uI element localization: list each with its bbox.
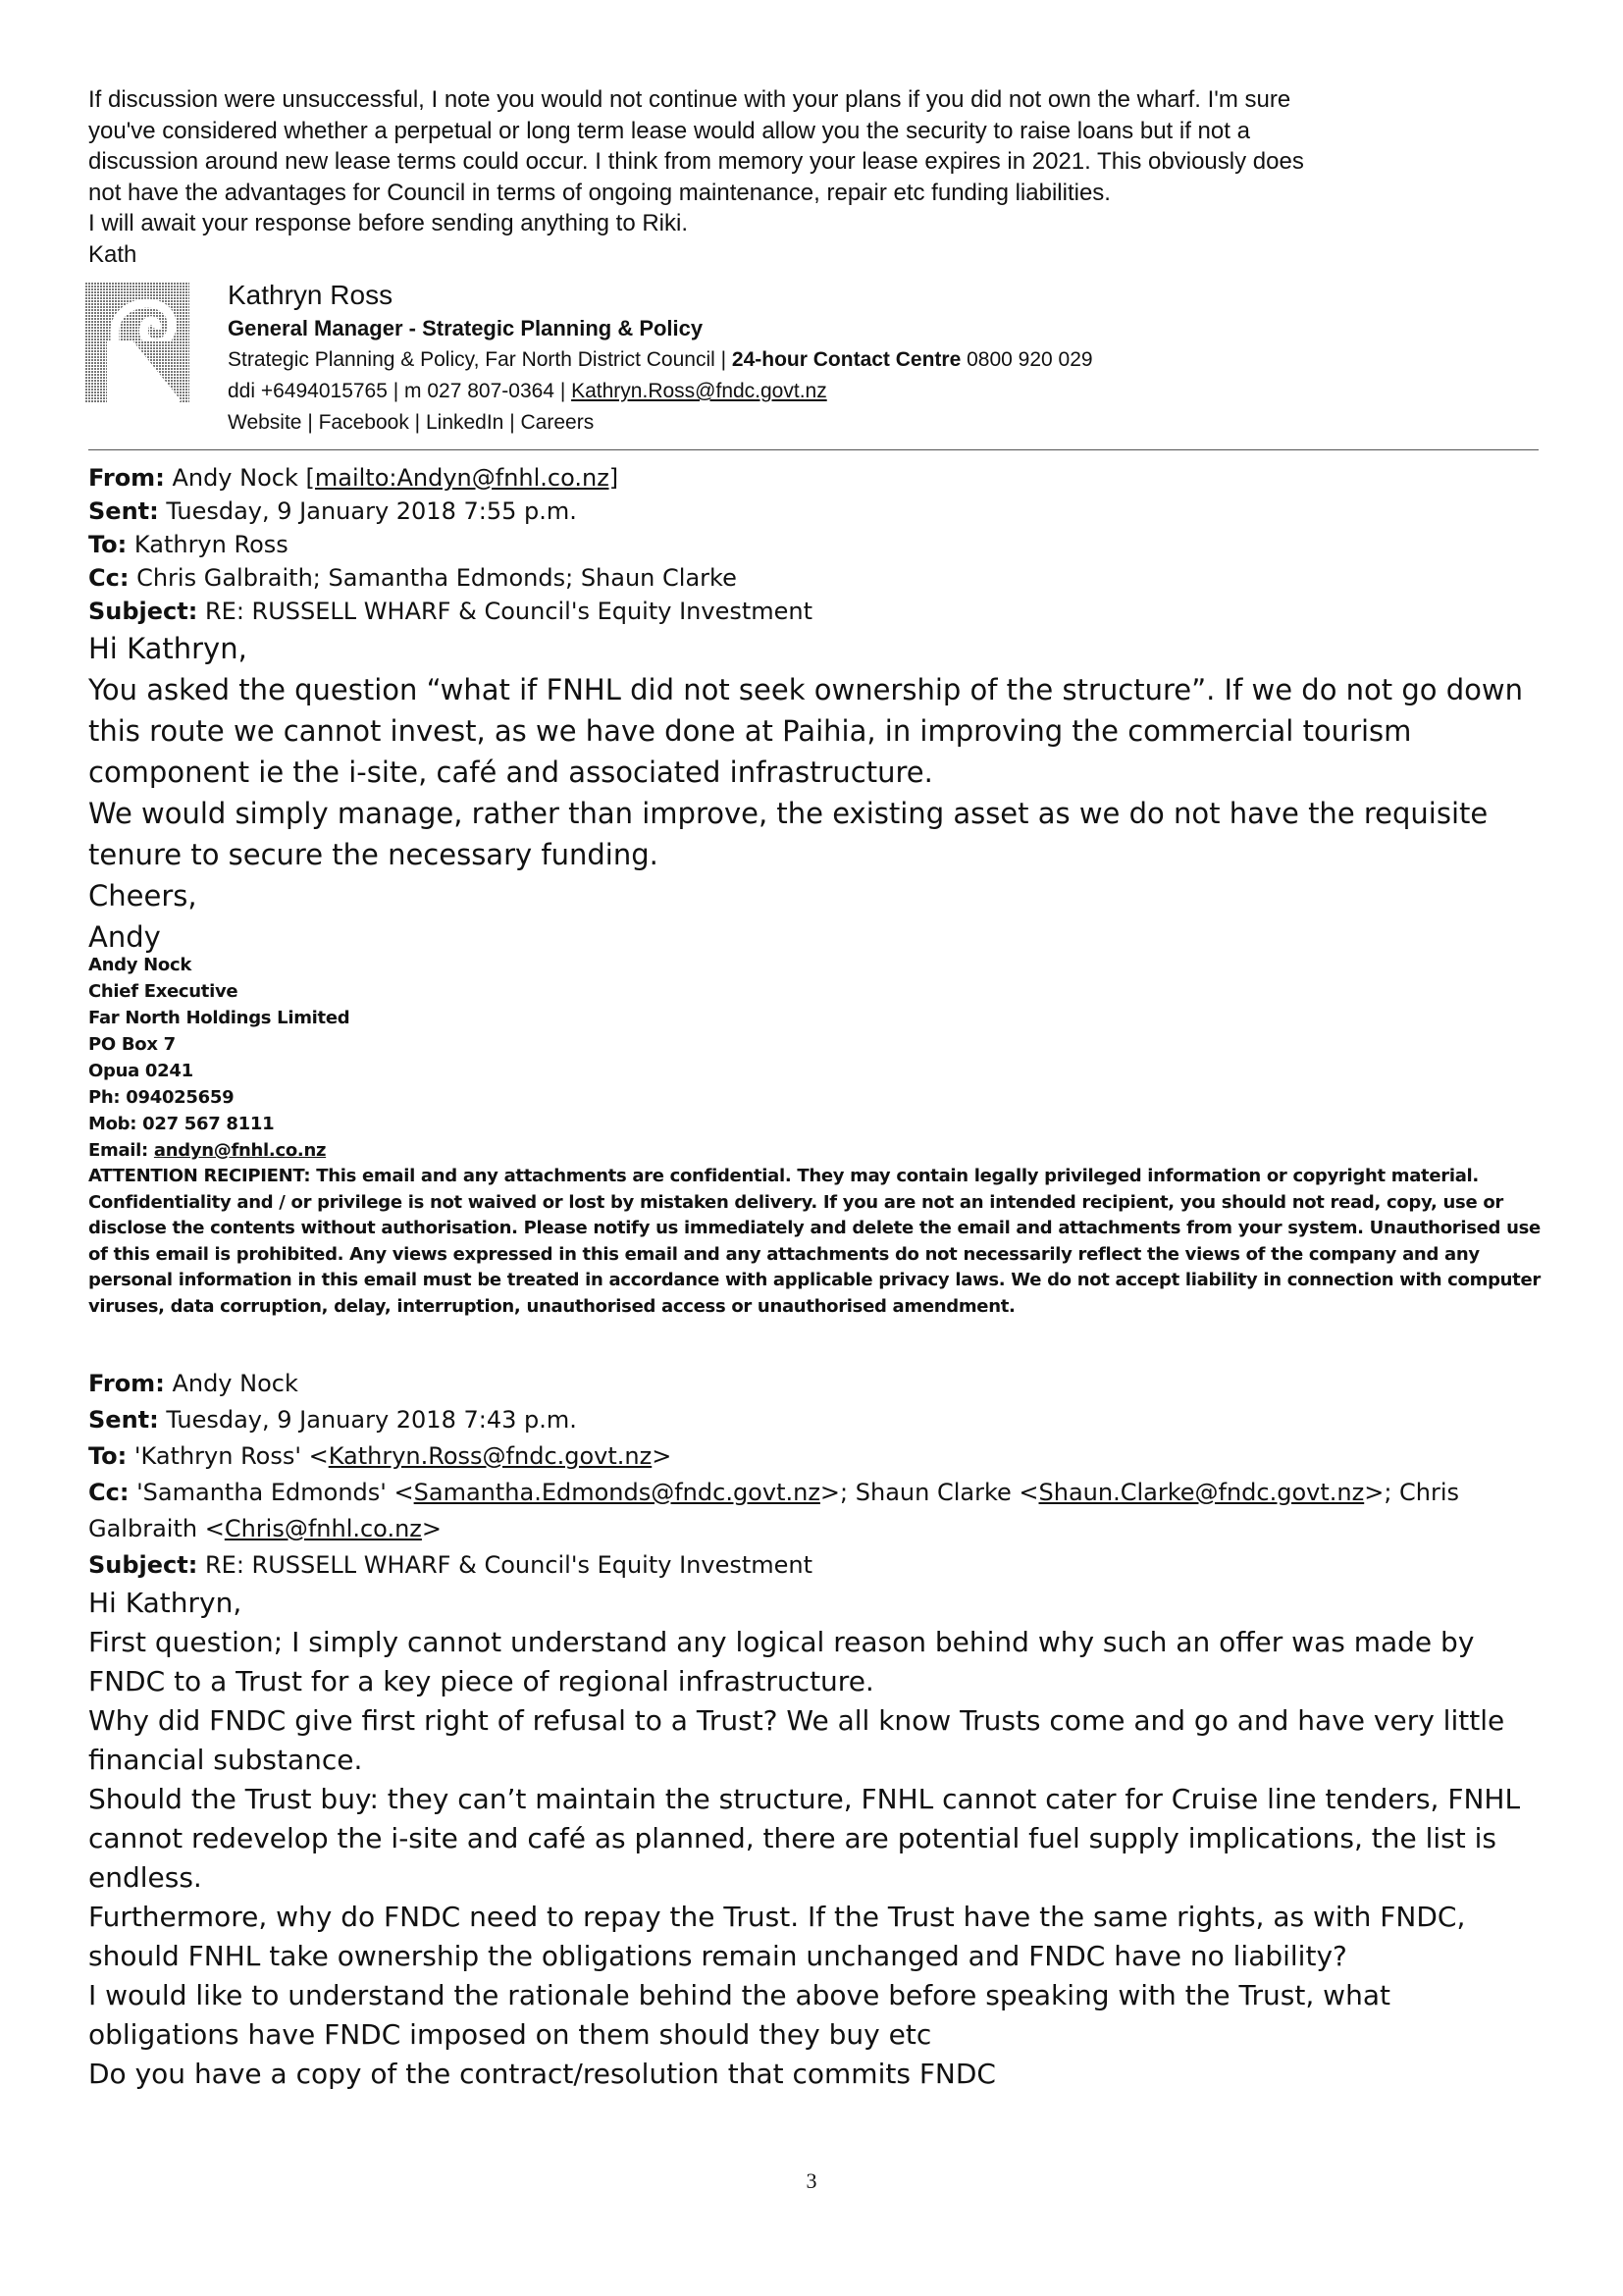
disclaimer: ATTENTION RECIPIENT: This email and any attachments are confidential. They may contain legally privileged information or copyright material. Confidentiality and / or privilege is not waived or lost by mistaken delivery. If you are not an intended recipient, you should not read, copy, use or disclose the contents without authorisation. Please notify us immediately and delete the email and attachments from your system. Unauthorised use of this email is prohibited. Any views expressed in this email and any attachments do not necessarily reflect the views of the company and any personal information in this email must be treated in accordance with applicable privacy laws. We do not accept liability in connection with computer viruses, data corruption, delay, interruption, unauthorised access or unauthorised amendment. <box>88 1166 1541 1317</box>
subject-label: Subject: <box>88 1551 198 1579</box>
from-label: From: <box>88 464 165 492</box>
email-link[interactable]: andyn@fnhl.co.nz <box>153 1140 327 1161</box>
body-paragraph: You asked the question “what if FNHL did not seek ownership of the structure”. If we do not go down this route we cannot invest, as we have done at Paihia, in improving the commercial tourism component ie the i-site, café and associated infrastructure. <box>88 673 1524 789</box>
andy-signature <box>88 952 1541 1320</box>
sent-label: Sent: <box>88 1406 159 1434</box>
sent-value: Tuesday, 9 January 2018 7:43 p.m. <box>166 1406 577 1434</box>
body-paragraph: Andy <box>88 920 161 954</box>
signature-org-line: Strategic Planning & Policy, Far North District Council | 24-hour Contact Centre 0800 920 029 <box>228 348 1093 371</box>
to-suffix: > <box>652 1442 672 1470</box>
body-paragraph: Furthermore, why do FNDC need to repay the Trust. If the Trust have the same rights, as with FNDC, should FNHL take ownership the obligations remain unchanged and FNDC have no liability? <box>88 1901 1466 1972</box>
contact-centre-number: 0800 920 029 <box>967 348 1093 371</box>
cc-email-link[interactable]: Chris@fnhl.co.nz <box>224 1515 422 1542</box>
text-line: discussion around new lease terms could occur. I think from memory your lease expires in 2021. This obviously does <box>88 148 1304 175</box>
text-line: not have the advantages for Council in terms of ongoing maintenance, repair etc funding liabilities. <box>88 179 1111 206</box>
body-paragraph: I would like to understand the rationale behind the above before speaking with the Trust, what obligations have FNDC imposed on them should they buy etc <box>88 1979 1390 2051</box>
linkedin-link[interactable]: LinkedIn <box>425 411 504 434</box>
signature-email-row <box>88 1137 1541 1164</box>
signature-email-link[interactable]: Kathryn.Ross@fndc.govt.nz <box>571 380 827 402</box>
careers-link[interactable]: Careers <box>520 411 595 434</box>
subject-label: Subject: <box>88 598 198 625</box>
body-paragraph: Do you have a copy of the contract/resolution that commits FNDC <box>88 2058 996 2090</box>
cc-email-link[interactable]: Samantha.Edmonds@fndc.govt.nz <box>413 1479 820 1506</box>
from-row <box>88 461 1541 495</box>
mailto-link[interactable]: [mailto:Andyn@fnhl.co.nz] <box>305 464 619 492</box>
body-paragraph: Why did FNDC give first right of refusal to a Trust? We all know Trusts come and go and have very little financial substance. <box>88 1704 1505 1776</box>
to-label: To: <box>88 531 128 558</box>
signature-links: Website | Facebook | LinkedIn | Careers <box>228 411 595 434</box>
text-line: you've considered whether a perpetual or long term lease would allow you the security to raise loans but if not a <box>88 117 1250 144</box>
sent-value: Tuesday, 9 January 2018 7:55 p.m. <box>166 497 577 525</box>
subject-value: RE: RUSSELL WHARF & Council's Equity Investment <box>205 598 813 625</box>
to-email-link[interactable]: Kathryn.Ross@fndc.govt.nz <box>328 1442 653 1470</box>
signature-line: Chief Executive <box>88 981 238 1002</box>
cc-email-link[interactable]: Shaun.Clarke@fndc.govt.nz <box>1038 1479 1365 1506</box>
signature-line: Andy Nock <box>88 955 192 975</box>
message-andy-1943 <box>88 1366 1541 2094</box>
cc-row <box>88 561 1541 595</box>
previous-message-body <box>88 84 1541 270</box>
signature-phones: ddi +6494015765 | m 027 807-0364 | <box>228 380 572 402</box>
subject-row <box>88 595 1541 628</box>
body-paragraph: We would simply manage, rather than improve, the existing asset as we do not have the requisite tenure to secure the necessary funding. <box>88 797 1489 871</box>
website-link[interactable]: Website <box>228 411 302 434</box>
text-line: I will await your response before sending anything to Riki. <box>88 210 688 236</box>
to-row <box>88 1438 1541 1475</box>
signature-line: Ph: 094025659 <box>88 1087 235 1108</box>
signature-name: Kathryn Ross <box>228 280 393 310</box>
sent-label: Sent: <box>88 497 159 525</box>
signature-title: General Manager - Strategic Planning & Policy <box>228 316 704 340</box>
cc-label: Cc: <box>88 1479 130 1506</box>
text-line: If discussion were unsuccessful, I note you would not continue with your plans if you did not own the wharf. I'm sure <box>88 86 1291 113</box>
cc-suffix: > <box>421 1515 442 1542</box>
cc-name: 'Samantha Edmonds' < <box>136 1479 414 1506</box>
contact-centre-label: 24-hour Contact Centre <box>731 348 962 371</box>
signature-line: Far North Holdings Limited <box>88 1008 350 1028</box>
cc-label: Cc: <box>88 564 130 592</box>
subject-value: RE: RUSSELL WHARF & Council's Equity Investment <box>205 1551 813 1579</box>
to-value: Kathryn Ross <box>133 531 288 558</box>
to-row <box>88 528 1541 561</box>
from-row <box>88 1366 1541 1402</box>
email-label: Email: <box>88 1140 154 1161</box>
divider <box>88 449 1539 450</box>
signature-line: PO Box 7 <box>88 1034 176 1055</box>
kathryn-signature <box>85 278 1538 454</box>
body-paragraph: Cheers, <box>88 879 197 913</box>
sent-row <box>88 1402 1541 1438</box>
sent-row <box>88 495 1541 528</box>
from-value: Andy Nock <box>172 464 306 492</box>
page-number: 3 <box>806 2168 817 2193</box>
cc-name: >; Chris Galbraith < <box>88 1479 1460 1542</box>
body-paragraph: Hi Kathryn, <box>88 1587 242 1619</box>
body-paragraph: Should the Trust buy: they can’t maintain the structure, FNHL cannot cater for Cruise line tenders, FNHL cannot redevelop the i-site and café as planned, there are potential fuel supply implications, the list is endless. <box>88 1783 1521 1894</box>
subject-row <box>88 1547 1541 1584</box>
to-label: To: <box>88 1442 128 1470</box>
facebook-link[interactable]: Facebook <box>318 411 409 434</box>
body-paragraph: First question; I simply cannot understand any logical reason behind why such an offer was made by FNDC to a Trust for a key piece of regional infrastructure. <box>88 1626 1475 1697</box>
signature-line: Mob: 027 567 8111 <box>88 1114 275 1134</box>
from-value: Andy Nock <box>172 1370 298 1397</box>
text-line: Kath <box>88 240 137 268</box>
message-andy-1955 <box>88 461 1541 958</box>
signature-org: Strategic Planning & Policy, Far North District Council <box>228 348 715 371</box>
cc-name: >; Shaun Clarke < <box>819 1479 1039 1506</box>
signature-phones-line <box>228 376 1093 407</box>
cc-value: Chris Galbraith; Samantha Edmonds; Shaun Clarke <box>136 564 737 592</box>
to-name: 'Kathryn Ross' < <box>133 1442 329 1470</box>
fndc-logo-icon <box>85 283 189 402</box>
body-paragraph: Hi Kathryn, <box>88 632 247 665</box>
from-label: From: <box>88 1370 165 1397</box>
cc-row <box>88 1475 1541 1547</box>
signature-line: Opua 0241 <box>88 1061 193 1081</box>
